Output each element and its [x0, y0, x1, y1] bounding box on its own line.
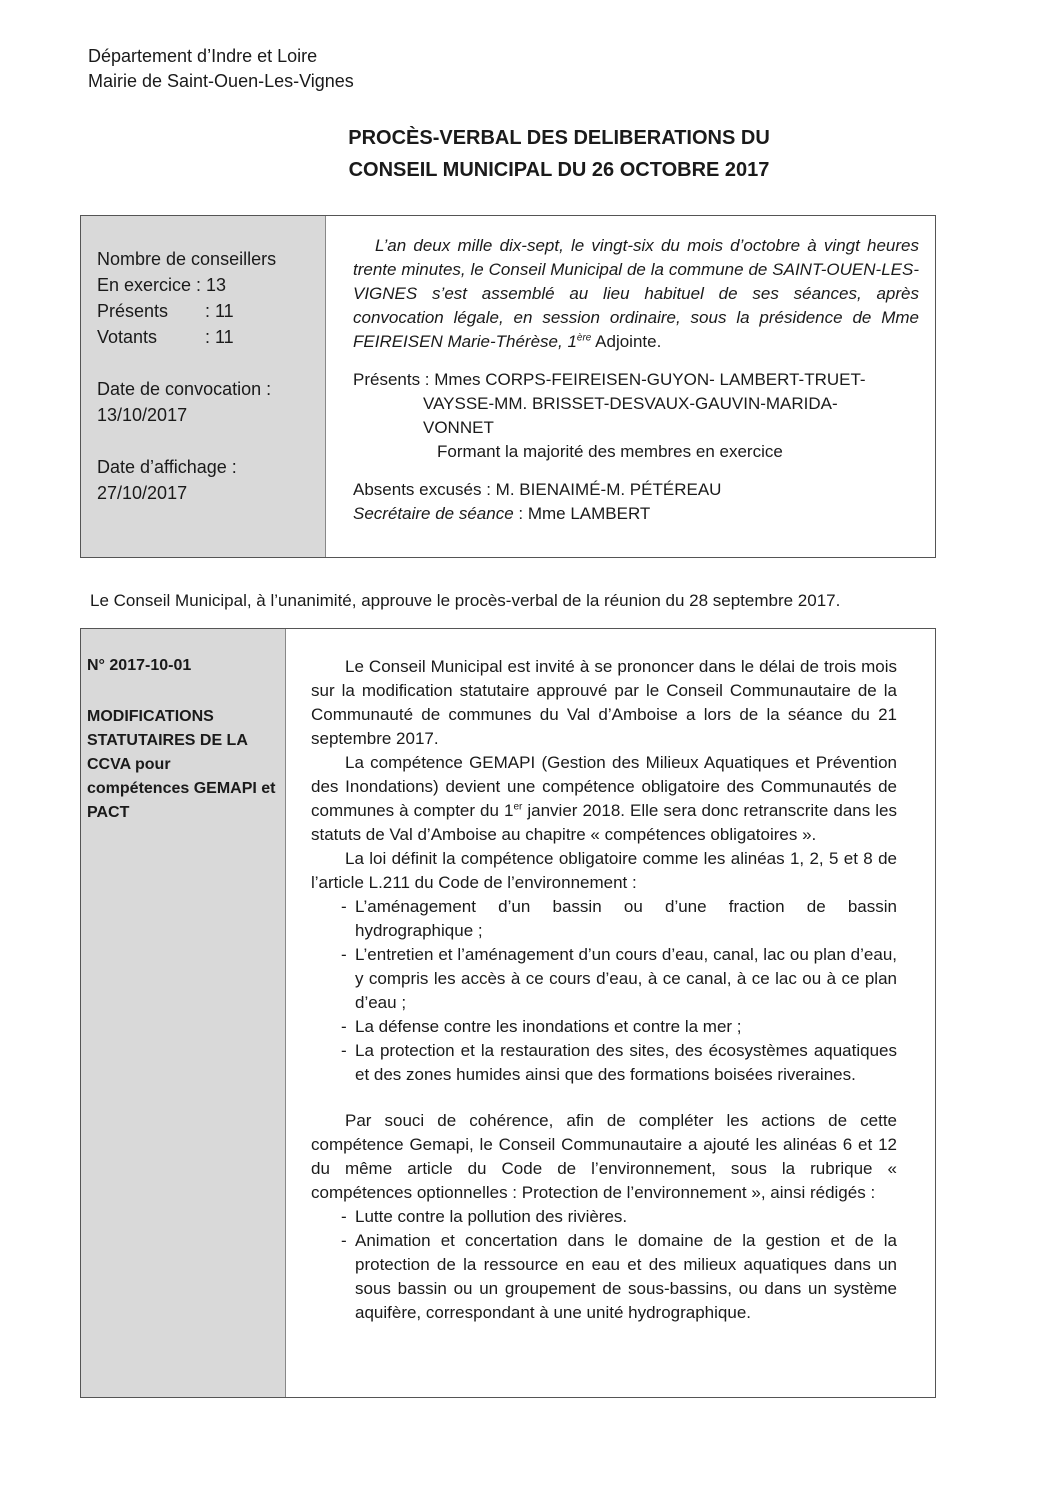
intro-sup: ère: [576, 332, 592, 344]
paragraph-3: La loi définit la compétence obligatoire comme les alinéas 1, 2, 5 et 8 de l’article L.211 du Code de l’environnement :: [311, 849, 897, 892]
mairie-line: Mairie de Saint-Ouen-Les-Vignes: [88, 71, 354, 91]
presents-row: [97, 298, 276, 324]
votants-row: [97, 324, 276, 350]
deliberation-side-panel: [81, 629, 286, 1397]
session-info-box: [80, 215, 936, 558]
list-item: - Lutte contre la pollution des rivières.: [341, 1205, 897, 1229]
deliberation-subject: MODIFICATIONS STATUTAIRES DE LA CCVA pour compétences GEMAPI et PACT: [87, 708, 276, 821]
document-title: [0, 122, 1058, 186]
intro-text: L’an deux mille dix-sept, le vingt-six du mois d’octobre à vingt heures trente minutes, le Conseil Municipal de la commune de SAINT-OUEN-LES-VIGNES s’est assemblé au lieu habituel de ses séances, après convocation légale, en session ordinaire, sous la présidence de Mme FEIREISEN Marie-Thérèse, 1: [353, 236, 919, 351]
paragraph-2-sup: er: [513, 801, 523, 813]
secretaire-label: Secrétaire de séance: [353, 504, 514, 523]
approval-statement: Le Conseil Municipal, à l’unanimité, approuve le procès-verbal de la réunion du 28 septembre 2017.: [90, 591, 841, 610]
list-item: - Animation et concertation dans le domaine de la gestion et de la protection de la ressource en eau et des milieux aquatiques dans un sous bassin ou un groupement de sous-bassins, ou dans un système aquifère, correspondant à une unité hydrographique.: [341, 1229, 897, 1325]
affichage-block: [97, 454, 237, 506]
absents-block: [353, 478, 919, 526]
spacer: [311, 1087, 897, 1109]
department-line: Département d’Indre et Loire: [88, 46, 318, 66]
convocation-date: 13/10/2017: [97, 405, 188, 425]
list-item: - La protection et la restauration des sites, des écosystèmes aquatiques et des zones humides ainsi que des formations boisées riveraines.: [341, 1039, 897, 1087]
presents-line-3: VONNET: [423, 418, 494, 437]
affichage-label: Date d’affichage :: [97, 457, 237, 477]
presents-line-2: VAYSSE-MM. BRISSET-DESVAUX-GAUVIN-MARIDA-: [423, 394, 838, 413]
nombre-label: Nombre de conseillers: [97, 249, 277, 269]
exercice-count: En exercice : 13: [97, 275, 227, 295]
title-line-1: PROCÈS-VERBAL DES DELIBERATIONS DU: [348, 127, 770, 149]
optional-list: [311, 1205, 897, 1325]
presents-line-1: Présents : Mmes CORPS-FEIREISEN-GUYON- LAMBERT-TRUET-: [353, 370, 866, 389]
votants-label: Votants: [97, 327, 158, 347]
presents-value: : 11: [205, 301, 234, 321]
affichage-date: 27/10/2017: [97, 483, 188, 503]
paragraph-2b: janvier 2018. Elle sera donc retranscrite dans les statuts de Val d’Amboise au chapitre « compétences obligatoires ».: [311, 801, 897, 844]
council-counts: [97, 246, 276, 350]
convocation-label: Date de convocation :: [97, 379, 272, 399]
deliberation-box: [80, 628, 936, 1398]
paragraph-2: [311, 751, 897, 847]
list-item: - L’entretien et l’aménagement d’un cours d’eau, canal, lac ou plan d’eau, y compris les accès à ce cours d’eau, à ce canal, à ce lac ou à ce plan d’eau ;: [341, 943, 897, 1015]
title-line-2: CONSEIL MUNICIPAL DU 26 OCTOBRE 2017: [348, 159, 770, 181]
presents-label: Présents: [97, 301, 169, 321]
paragraph-1: Le Conseil Municipal est invité à se prononcer dans le délai de trois mois sur la modification statutaire approuvé par le Conseil Communautaire de la Communauté de communes du Val d’Amboise a lors de la séance du 21 septembre 2017.: [311, 657, 897, 748]
absents-line: Absents excusés : M. BIENAIMÉ-M. PÉTÉREAU: [353, 480, 722, 499]
presents-list: [353, 368, 919, 464]
council-stats-panel: [81, 216, 326, 557]
paragraph-2a: La compétence GEMAPI (Gestion des Milieux Aquatiques et Prévention des Inondations) devient une compétence obligatoire des Communautés de communes à compter du 1: [311, 753, 897, 820]
intro-end: Adjointe.: [591, 332, 662, 351]
secretaire-line: [353, 502, 919, 526]
list-item: - La défense contre les inondations et contre la mer ;: [341, 1015, 897, 1039]
deliberation-body: [311, 655, 897, 1325]
presents-line-4: Formant la majorité des membres en exercice: [437, 442, 783, 461]
list-item: - L’aménagement d’un bassin ou d’une fraction de bassin hydrographique ;: [341, 895, 897, 943]
session-intro: [353, 234, 919, 354]
secretaire-value: : Mme LAMBERT: [513, 504, 651, 523]
document-header: [88, 44, 354, 94]
paragraph-4: Par souci de cohérence, afin de compléter les actions de cette compétence Gemapi, le Conseil Communautaire a ajouté les alinéas 6 et 12 du même article du Code de l’environnement, sous la rubrique « compétences optionnelles : Protection de l’environnement », ainsi rédigés :: [311, 1111, 897, 1202]
convocation-block: [97, 376, 271, 428]
deliberation-number: N° 2017-10-01: [87, 657, 192, 674]
votants-value: : 11: [205, 327, 234, 347]
obligatory-list: [311, 895, 897, 1087]
session-details: [353, 234, 919, 526]
